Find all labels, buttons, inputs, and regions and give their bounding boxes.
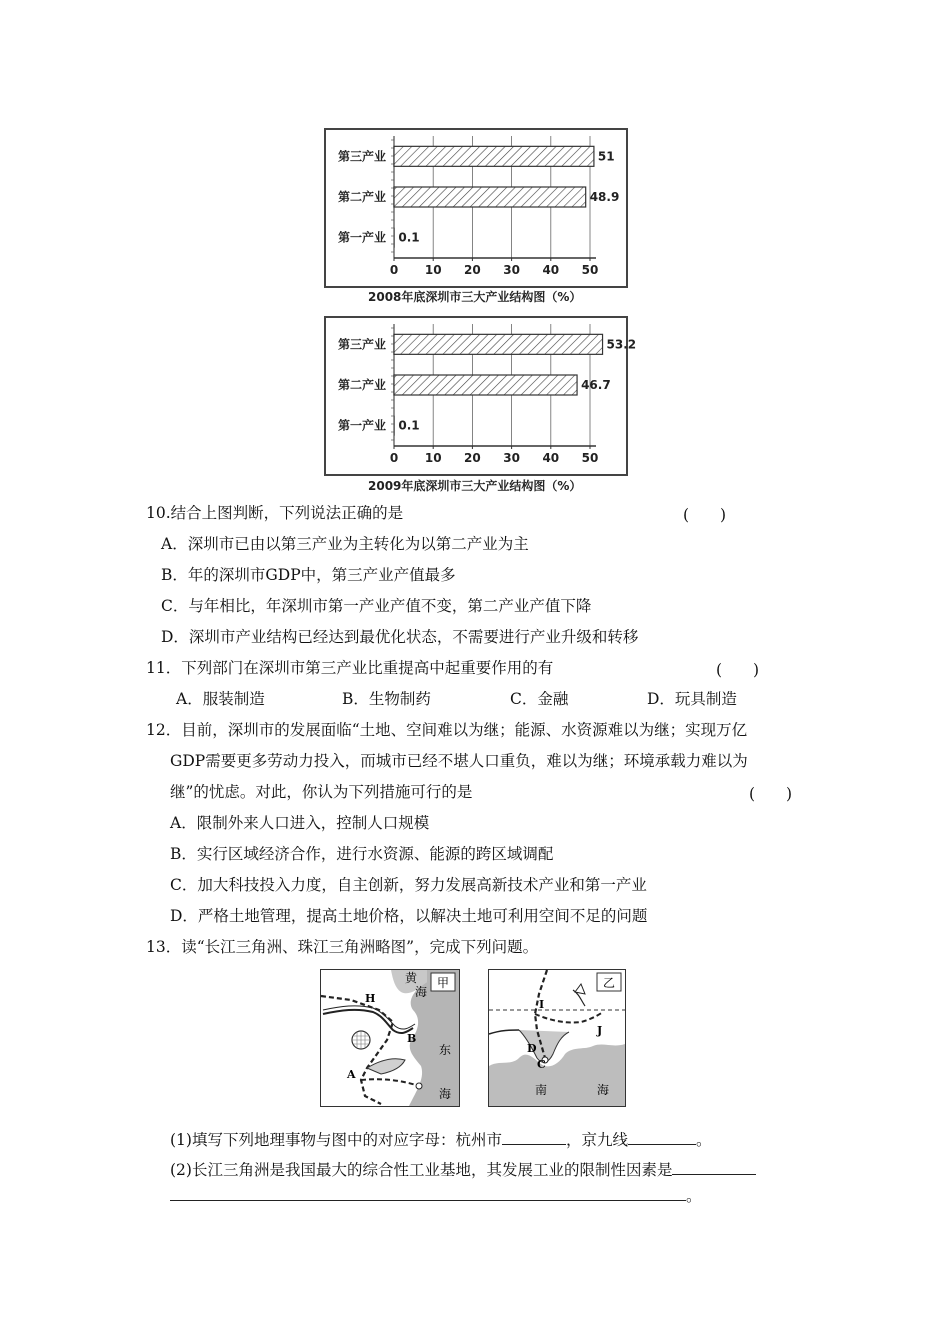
category-label: 第二产业	[337, 190, 386, 204]
q12-stem-line2: GDP需要更多劳动力投入，而城市已经不堪人口重负，难以为继；环境承载力难以为	[170, 752, 748, 770]
map-jia-sea-dong-2: 海	[439, 1087, 452, 1101]
limiting-factor-blank-1[interactable]	[672, 1158, 756, 1175]
x-tick-label: 30	[503, 451, 520, 465]
q10-option-d: D．深圳市产业结构已经达到最优化状态，不需要进行产业升级和转移	[161, 628, 639, 646]
q13-sub1	[170, 1128, 712, 1150]
map-jia-label-b: B	[407, 1032, 417, 1045]
map-yi-corner-label: 乙	[603, 976, 616, 990]
jingjiu-answer-blank[interactable]	[628, 1128, 696, 1145]
q12-option-d: D．严格土地管理，提高土地价格，以解决土地可利用空间不足的问题	[170, 907, 648, 925]
q13-sub2-cont	[170, 1184, 702, 1206]
map-jia-sea-huang-1: 黄	[405, 971, 418, 985]
chart-2008-svg	[326, 130, 626, 286]
q10-answer-paren[interactable]: ( )	[683, 506, 727, 524]
river	[489, 1030, 519, 1034]
category-label: 第一产业	[337, 418, 386, 433]
x-tick-label: 0	[389, 451, 399, 465]
bar	[394, 187, 586, 207]
data-label: 0.1	[398, 418, 420, 433]
x-tick-label: 50	[581, 451, 599, 465]
q13-sub1-text-c: 。	[695, 1131, 712, 1149]
limiting-factor-blank-2[interactable]	[170, 1184, 686, 1201]
q11-stem: 11．下列部门在深圳市第三产业比重提高中起重要作用的有	[146, 659, 554, 677]
q11-option-d: D．玩具制造	[647, 690, 737, 708]
chart-2009	[324, 316, 637, 476]
bar	[394, 416, 395, 436]
q13-sub2-text: (2)长江三角洲是我国最大的综合性工业基地，其发展工业的限制性因素是	[170, 1161, 673, 1179]
x-tick-label: 0	[389, 263, 399, 277]
map-jia-label-a: A	[347, 1068, 356, 1081]
map-pearl-delta	[488, 969, 626, 1107]
x-tick-label: 40	[542, 263, 560, 277]
hangzhou-answer-blank[interactable]	[502, 1128, 566, 1145]
category-label: 第三产业	[337, 337, 386, 352]
q13-sub1-text-a: (1)填写下列地理事物与图中的对应字母：杭州市	[170, 1131, 502, 1149]
q13-sub2	[170, 1158, 756, 1180]
map-yangtze-svg	[321, 970, 459, 1106]
chart-2008	[324, 128, 628, 288]
q10-option-a: A．深圳市已由以第三产业为主转化为以第二产业为主	[161, 535, 529, 553]
q10-stem: 10.结合上图判断，下列说法正确的是	[146, 504, 404, 522]
q12-stem-line3: 继”的忧虑。对此，你认为下列措施可行的是	[170, 783, 473, 801]
x-tick-label: 30	[503, 263, 520, 277]
bar	[394, 228, 395, 248]
map-yi-sea-nan: 南	[535, 1083, 548, 1097]
q12-answer-paren[interactable]: ( )	[749, 785, 793, 803]
q10-option-b: B．年的深圳市GDP中，第三产业产值最多	[161, 566, 456, 584]
chart-2009-svg	[326, 318, 637, 474]
q11-option-c: C．金融	[510, 690, 569, 708]
q11-option-a: A．服装制造	[176, 690, 265, 708]
bar	[394, 375, 577, 395]
q12-option-b: B．实行区域经济合作，进行水资源、能源的跨区域调配	[170, 845, 554, 863]
x-tick-label: 40	[542, 451, 560, 465]
x-tick-label: 20	[464, 263, 481, 277]
map-yi-label-c: C	[537, 1058, 546, 1071]
map-jia-sea-dong-1: 东	[439, 1043, 452, 1057]
map-yi-sea-hai: 海	[597, 1083, 610, 1097]
map-yi-label-i: I	[539, 998, 545, 1011]
bar	[394, 334, 603, 354]
q12-option-c: C．加大科技投入力度，自主创新，努力发展高新技术产业和第一产业	[170, 876, 647, 894]
map-jia-label-h: H	[365, 992, 376, 1005]
x-tick-label: 10	[424, 451, 442, 465]
data-label: 48.9	[589, 190, 620, 204]
data-label: 0.1	[398, 230, 420, 245]
chart-2008-title: 2008年底深圳市三大产业结构图（%）	[368, 290, 582, 304]
data-label: 51	[597, 149, 615, 164]
x-tick-label: 10	[424, 263, 442, 277]
q13-sub2-end: 。	[686, 1187, 702, 1205]
q11-answer-paren[interactable]: ( )	[716, 661, 760, 679]
q13-stem: 13．读“长江三角洲、珠江三角洲略图”，完成下列问题。	[146, 938, 539, 956]
data-label: 46.7	[581, 378, 611, 392]
q11-option-b: B．生物制药	[342, 690, 431, 708]
category-label: 第一产业	[337, 230, 386, 245]
yangtze-river	[323, 1010, 413, 1033]
data-label: 53.2	[606, 337, 637, 352]
category-label: 第二产业	[337, 378, 386, 392]
map-yi-label-d: D	[527, 1042, 537, 1055]
map-jia-corner-label: 甲	[437, 976, 450, 990]
q13-sub1-text-b: ，京九线	[565, 1131, 628, 1149]
q12-option-a: A．限制外来人口进入，控制人口规模	[170, 814, 430, 832]
x-tick-label: 20	[464, 451, 481, 465]
category-label: 第三产业	[337, 149, 386, 164]
q10-option-c: C．与年相比，年深圳市第一产业产值不变，第二产业产值下降	[161, 597, 592, 615]
q12-stem-line1: 12．目前，深圳市的发展面临“土地、空间难以为继；能源、水资源难以为继；实现万亿	[146, 721, 748, 739]
bar	[394, 146, 594, 166]
map-yi-label-j: J	[597, 1024, 603, 1037]
map-yangtze-delta	[320, 969, 460, 1107]
x-tick-label: 50	[581, 263, 599, 277]
chart-2009-title: 2009年底深圳市三大产业结构图（%）	[368, 479, 582, 493]
map-jia-sea-huang-2: 海	[415, 985, 428, 999]
map-pearl-svg	[489, 970, 625, 1106]
